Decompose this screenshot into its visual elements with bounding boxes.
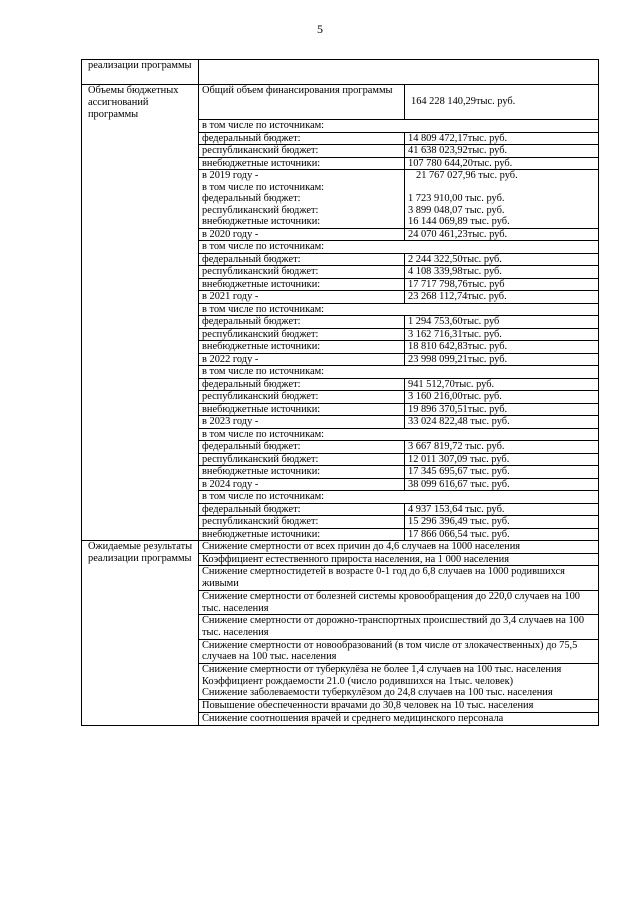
source-label: внебюджетные источники: xyxy=(199,528,405,541)
source-value: 1 294 753,60тыс. руб xyxy=(405,316,599,329)
result-text: Снижение смертности от всех причин до 4,6 случаев на 1000 населения xyxy=(202,541,521,552)
source-value: 23 268 112,74тыс. руб. xyxy=(405,291,599,304)
source-label: республиканский бюджет: xyxy=(199,391,405,404)
result-item xyxy=(199,712,599,725)
result-text: Снижение смертностидетей в возрасте 0-1 год до 6,8 случаев на 1000 родившихся живыми xyxy=(202,566,565,590)
spacer xyxy=(408,182,598,194)
source-value: 12 011 307,09 тыс. руб. xyxy=(405,453,599,466)
source-label: федеральный бюджет: xyxy=(199,503,405,516)
result-text: Снижение соотношения врачей и среднего медицинского персонала xyxy=(202,712,504,724)
source-value: 3 899 048,07 тыс. руб. xyxy=(408,204,505,216)
sources-heading: в том числе по источникам: xyxy=(199,120,599,133)
source-value: 19 896 370,51тыс. руб. xyxy=(405,403,599,416)
year-2019-values xyxy=(405,170,599,229)
source-label: республиканский бюджет: xyxy=(199,328,405,341)
result-text: Снижение смертности от болезней системы кровообращения до 220,0 случаев на 100 тыс. населения xyxy=(202,590,580,614)
result-text: Коэффициент рождаемости 21.0 (число родившихся на 1тыс. человек) xyxy=(202,675,514,687)
source-label: республиканский бюджет: xyxy=(199,453,405,466)
source-value: 107 780 644,20тыс. руб. xyxy=(405,157,599,170)
total-label: Общий объем финансирования программы xyxy=(199,85,405,120)
source-label: в 2021 году - xyxy=(199,291,405,304)
program-passport-table xyxy=(81,59,599,726)
source-value: 23 998 099,21тыс. руб. xyxy=(405,353,599,366)
source-label: федеральный бюджет: xyxy=(202,193,301,204)
year-label: в 2019 году - xyxy=(202,170,259,181)
row-label-results: Ожидаемые результаты реализации программы xyxy=(82,541,199,726)
result-item xyxy=(199,566,599,590)
source-label: республиканский бюджет: xyxy=(202,204,319,216)
source-label: внебюджетные источники: xyxy=(202,216,321,227)
source-value: 41 638 023,92тыс. руб. xyxy=(405,145,599,158)
source-label: в 2024 году - xyxy=(199,478,405,491)
source-label: внебюджетные источники: xyxy=(199,341,405,354)
source-label: федеральный бюджет: xyxy=(199,378,405,391)
sources-heading: в том числе по источникам: xyxy=(199,241,599,254)
source-label: федеральный бюджет: xyxy=(199,316,405,329)
result-item xyxy=(199,541,599,554)
sources-heading: в том числе по источникам: xyxy=(202,181,325,193)
result-text: Коэффициент естественного прироста населения, на 1 000 населения xyxy=(202,553,509,565)
sources-heading: в том числе по источникам: xyxy=(199,428,599,441)
source-label: республиканский бюджет: xyxy=(199,516,405,529)
sources-heading: в том числе по источникам: xyxy=(199,366,599,379)
source-label: в 2022 году - xyxy=(199,353,405,366)
source-label: федеральный бюджет: xyxy=(199,441,405,454)
source-value: 33 024 822,48 тыс. руб. xyxy=(405,416,599,429)
result-text: Снижение заболеваемости туберкулёзом до 24,8 случаев на 100 тыс. населения xyxy=(202,687,553,699)
result-text: Повышение обеспеченности врачами до 30,8 человек на 10 тыс. населения xyxy=(202,700,534,712)
source-value: 16 144 069,89 тыс. руб. xyxy=(408,216,510,227)
source-value: 17 717 798,76тыс. руб xyxy=(405,278,599,291)
source-label: республиканский бюджет: xyxy=(199,266,405,279)
table-row xyxy=(82,85,599,120)
source-label: внебюджетные источники: xyxy=(199,157,405,170)
sources-heading: в том числе по источникам: xyxy=(199,303,599,316)
source-label: федеральный бюджет: xyxy=(199,253,405,266)
table-row xyxy=(82,60,599,85)
source-label: в 2020 году - xyxy=(199,228,405,241)
table-row xyxy=(82,541,599,554)
result-item xyxy=(199,700,599,713)
source-value: 1 723 910,00 тыс. руб. xyxy=(408,193,505,204)
source-value: 3 162 716,31тыс. руб. xyxy=(405,328,599,341)
source-value: 17 345 695,67 тыс. руб. xyxy=(405,466,599,479)
source-value: 2 244 322,50тыс. руб. xyxy=(405,253,599,266)
result-item xyxy=(199,553,599,566)
sources-heading: в том числе по источникам: xyxy=(199,491,599,504)
source-label: республиканский бюджет: xyxy=(199,145,405,158)
source-value: 941 512,70тыс. руб. xyxy=(405,378,599,391)
total-value: 164 228 140,29тыс. руб. xyxy=(405,85,599,120)
result-item xyxy=(199,590,599,614)
source-value: 4 937 153,64 тыс. руб. xyxy=(405,503,599,516)
source-label: федеральный бюджет: xyxy=(199,132,405,145)
source-value: 4 108 339,98тыс. руб. xyxy=(405,266,599,279)
row-label-implementation: реализации программы xyxy=(82,60,199,85)
source-value: 18 810 642,83тыс. руб. xyxy=(405,341,599,354)
result-item xyxy=(199,639,599,663)
source-value: 3 160 216,00тыс. руб. xyxy=(405,391,599,404)
result-text: Снижение смертности от туберкулёза не более 1,4 случаев на 100 тыс. населения xyxy=(202,664,562,676)
empty-cell xyxy=(199,60,599,85)
source-value: 15 296 396,49 тыс. руб. xyxy=(405,516,599,529)
source-value: 24 070 461,23тыс. руб. xyxy=(405,228,599,241)
result-text: Снижение смертности от новообразований (в том числе от злокачественных) до 75,5 случаев на 100 тыс. населения xyxy=(202,639,578,663)
page-number: 5 xyxy=(317,22,323,36)
result-text: Снижение смертности от дорожно-транспортных происшествий до 3,4 случаев на 100 тыс. населения xyxy=(202,615,585,638)
source-value: 17 866 066,54 тыс. руб. xyxy=(405,528,599,541)
result-item xyxy=(199,615,599,639)
source-value: 38 099 616,67 тыс. руб. xyxy=(405,478,599,491)
source-label: внебюджетные источники: xyxy=(199,466,405,479)
source-value: 14 809 472,17тыс. руб. xyxy=(405,132,599,145)
year-value: 21 767 027,96 тыс. руб. xyxy=(416,170,518,181)
result-item xyxy=(199,664,599,700)
source-label: внебюджетные источники: xyxy=(199,278,405,291)
row-label-funding: Объемы бюджетных ассигнований программы xyxy=(82,85,199,541)
source-label: внебюджетные источники: xyxy=(199,403,405,416)
year-2019-labels xyxy=(199,170,405,229)
source-label: в 2023 году - xyxy=(199,416,405,429)
source-value: 3 667 819,72 тыс. руб. xyxy=(405,441,599,454)
